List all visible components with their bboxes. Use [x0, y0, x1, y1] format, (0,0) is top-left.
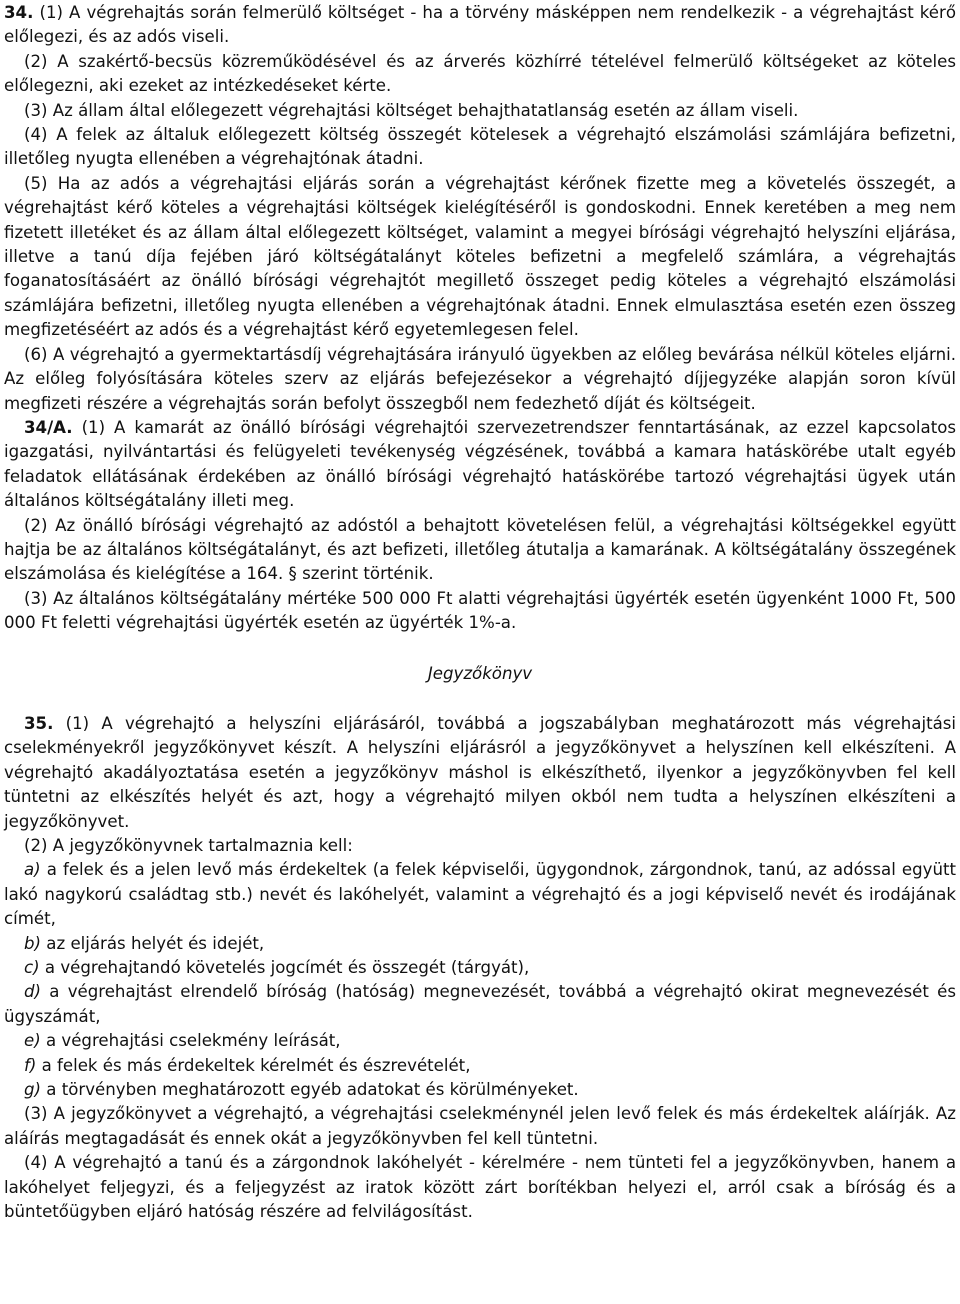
list-marker: a): [24, 860, 41, 880]
list-marker: c): [24, 958, 40, 978]
section-number: 34/A.: [24, 417, 73, 437]
paragraph-text: (1) A kamarát az önálló bírósági végrehajtói szervezetrendszer fenntartásának, az ezzel kapcsolatos igazgatási, nyilvántartási és felügyeleti tevékenység végzésének, továbbá a kamara hatáskörébe utalt egyéb feladatok ellátásának érdekében az önálló bírósági végrehajtó hatáskörébe tartozó végrehajtási ügyek után általános költségátalány illeti meg.: [4, 417, 956, 511]
section-35-para-3: (3) A jegyzőkönyvet a végrehajtó, a végrehajtási cselekménynél jelen levő felek és más érdekeltek aláírják. Az aláírás megtagadását és ennek okát a jegyzőkönyvben fel kell tüntetni.: [4, 1104, 956, 1148]
list-item-g: [4, 1078, 956, 1102]
paragraph-text: (1) A végrehajtás során felmerülő költséget - ha a törvény másképpen nem rendelkezik - a végrehajtást kérő előlegezi, és az adós viseli.: [4, 3, 956, 47]
list-item-e: [4, 1029, 956, 1053]
paragraph-text: (1) A végrehajtó a helyszíni eljárásáról, továbbá a jogszabályban meghatározott más végrehajtási cselekményekről jegyzőkönyvet készít. A helyszíni eljárásról a jegyzőkönyvet a helyszínen kell elkészíteni. A végrehajtó akadályoztatása esetén a jegyzőkönyv máshol is elkészíthető, ilyenkor a jegyzőkönyvben fel kell tüntetni az elkészítés helyét és azt, hogy a végrehajtó milyen okból nem tudta a helyszínen elkészíteni a jegyzőkönyvet.: [4, 713, 956, 831]
section-34a-para-2: (2) Az önálló bírósági végrehajtó az adóstól a behajtott követelésen felül, a végrehajtási költségekkel együtt hajtja be az általános költségátalányt, és azt befizeti, illetőleg átutalja a kamarának. A költségátalány összegének elszámolása és kielégítése a 164. § szerint történik.: [4, 515, 956, 584]
section-35-para-4: (4) A végrehajtó a tanú és a zárgondnok lakóhelyét - kérelmére - nem tünteti fel a jegyzőkönyvben, hanem a lakóhelyet feljegyzi, és a feljegyzést az iratok között zárt borítékban helyezi el, arról csak a bíróság és a büntetőügyben eljáró hatóság részére ad felvilágosítást.: [4, 1153, 956, 1222]
section-number: 35.: [24, 713, 54, 733]
section-34-para-5: (5) Ha az adós a végrehajtási eljárás során a végrehajtást kérőnek fizette meg a követelés összegét, a végrehajtást kérő köteles a végrehajtási költségek kielégítéséről is gondoskodni. Ennek keretében a meg nem fizetett illetéket és az állam által előlegezett költséget, valamint a megyei bírósági végrehajtó helyszíni eljárása, illetve a tanú díja fejében járó költségátalányt köteles befizetni a megfelelő számlára, a végrehajtás foganatosításáért az önálló bírósági végrehajtót megillető összeget pedig köteles a végrehajtó elszámolási számlájára befizetni, illetőleg nyugta ellenében a végrehajtónak átadni. Ennek elmulasztása esetén ezen összeg megfizetéséért az adós és a végrehajtást kérő egyetemlegesen felel.: [4, 173, 956, 340]
section-35-para-1: [4, 712, 956, 834]
section-34a-para-3: (3) Az általános költségátalány mértéke 500 000 Ft alatti végrehajtási ügyérték esetén ügyenként 1000 Ft, 500 000 Ft feletti végrehajtási ügyérték esetén az ügyérték 1%-a.: [4, 588, 956, 633]
section-34-para-1: [4, 1, 956, 50]
section-34-para-3: (3) Az állam által előlegezett végrehajtási költséget behajthatatlanság esetén az állam viseli.: [24, 100, 799, 120]
list-marker: g): [24, 1080, 42, 1100]
list-text: a törvényben meghatározott egyéb adatokat és körülményeket.: [41, 1080, 579, 1100]
list-text: az eljárás helyét és idejét,: [41, 933, 265, 953]
subheading: Jegyzőkönyv: [427, 663, 533, 683]
list-marker: f): [24, 1055, 37, 1075]
section-34-para-4: (4) A felek az általuk előlegezett költség összegét kötelesek a végrehajtó elszámolási számlájára befizetni, illetőleg nyugta ellenében a végrehajtónak átadni.: [4, 125, 956, 169]
section-34a-para-1: [4, 416, 956, 514]
list-item-a: [4, 858, 956, 931]
list-text: a végrehajtási cselekmény leírását,: [40, 1031, 341, 1051]
section-number: 34.: [4, 3, 34, 22]
list-text: a felek és más érdekeltek kérelmét és észrevételét,: [36, 1055, 471, 1075]
list-marker: b): [24, 933, 42, 953]
list-marker: e): [24, 1031, 41, 1051]
list-marker: d): [24, 982, 42, 1002]
list-item-d: [4, 980, 956, 1029]
list-text: a felek és a jelen levő más érdekeltek (a felek képviselői, ügygondnok, zárgondnok, tanú, az adóssal együtt lakó nagykorú családtag stb.) nevét és lakóhelyét, valamint a végrehajtó és a jogi képviselő nevét és irodájának címét,: [4, 860, 956, 929]
list-text: a végrehajtást elrendelő bíróság (hatóság) megnevezését, továbbá a végrehajtó okirat megnevezését és ügyszámát,: [4, 982, 956, 1026]
list-item-f: [4, 1054, 956, 1078]
list-item-c: [4, 956, 956, 980]
list-item-b: [4, 932, 956, 956]
section-34-para-6: (6) A végrehajtó a gyermektartásdíj végrehajtására irányuló ügyekben az előleg bevárása nélkül köteles eljárni. Az előleg folyósítására köteles szerv az eljárás befejezésekor a végrehajtó díjjegyzéke alapján soron kívül megfizeti részére a végrehajtás során befolyt összegből nem fedezhető díját és költségeit.: [4, 344, 956, 413]
section-34-para-2: (2) A szakértő-becsüs közreműködésével és az árverés közhírré tételével felmerülő költségeket az köteles előlegezni, aki ezeket az intézkedéseket kérte.: [4, 51, 956, 96]
list-text: a végrehajtandó követelés jogcímét és összegét (tárgyát),: [39, 958, 530, 978]
section-35-para-2: (2) A jegyzőkönyvnek tartalmaznia kell:: [24, 836, 353, 855]
